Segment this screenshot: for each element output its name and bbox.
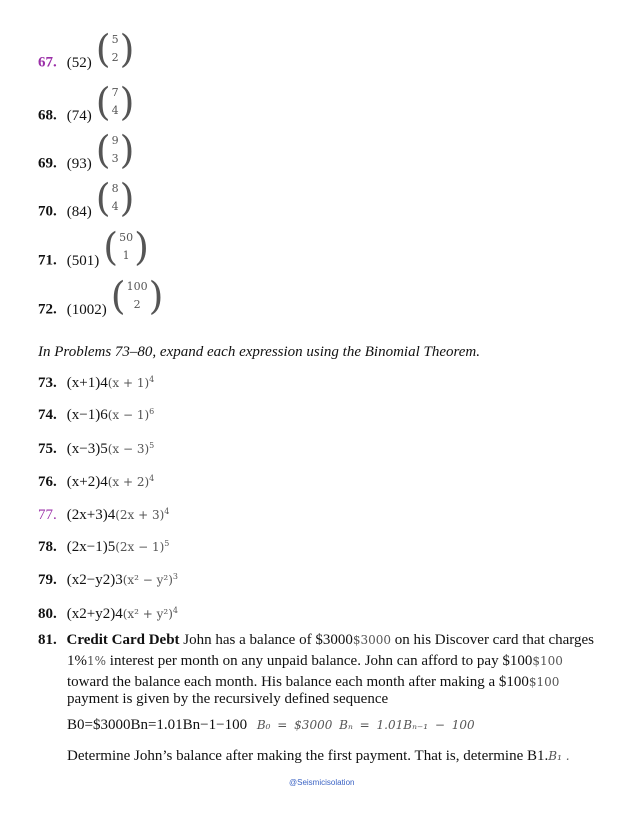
- problem-80: [38, 605, 178, 623]
- math-base: (2x + 3): [115, 508, 165, 522]
- math-expression: [108, 442, 155, 456]
- problem-81-line-2: [67, 651, 563, 672]
- problem-text: toward the balance each month. His balance each month after making a $100: [67, 674, 529, 690]
- problem-number: 71.: [38, 252, 57, 269]
- problem-text: (x+2)4: [66, 474, 108, 490]
- binomial-coefficient: ( 5 2 ): [95, 27, 135, 71]
- problem-text: (x−1)6: [66, 407, 108, 423]
- problem-78: [38, 538, 169, 556]
- problem-text: (74): [66, 107, 92, 124]
- problem-text: payment is given by the recursively defined sequence: [67, 691, 389, 707]
- binom-bottom: 4: [111, 104, 119, 117]
- problem-number: 70.: [38, 203, 57, 220]
- math-expression: B₁ .: [548, 749, 570, 763]
- binomial-coefficient: ( 7 4 ): [95, 80, 135, 124]
- math-expression: B₀ = $3000 Bₙ = 1.01Bₙ₋₁ − 100: [256, 718, 475, 732]
- binom-top: 50: [119, 231, 134, 244]
- binom-top: 9: [111, 134, 119, 147]
- problem-text: (52): [66, 54, 92, 71]
- binom-top: 7: [111, 86, 119, 99]
- problem-number: 75.: [38, 441, 57, 457]
- math-expression: [123, 573, 178, 587]
- problem-text: (84): [66, 203, 92, 220]
- binom-bottom: 3: [111, 152, 119, 165]
- math-expression: [108, 376, 155, 390]
- math-exponent: 4: [149, 474, 155, 483]
- math-expression: [115, 540, 169, 554]
- math-expression: [108, 475, 155, 489]
- math-expression: $3000: [352, 633, 392, 647]
- problem-text: (x2−y2)3: [66, 572, 123, 588]
- math-exponent: 4: [149, 375, 155, 384]
- problem-number: 74.: [38, 407, 57, 423]
- math-expression: $100: [528, 675, 560, 689]
- problem-67: [38, 27, 135, 82]
- math-base: (x² + y²): [122, 607, 173, 621]
- problem-75: [38, 440, 154, 458]
- binomial-coefficient: ( 8 4 ): [95, 176, 135, 220]
- problem-number: 69.: [38, 155, 57, 172]
- problem-text: John has a balance of $3000: [183, 632, 353, 648]
- math-base: (x + 1): [107, 376, 150, 390]
- math-expression: [115, 508, 169, 522]
- math-exponent: 6: [149, 407, 155, 416]
- problem-81-line-4: [67, 689, 388, 710]
- problem-72: [38, 274, 164, 329]
- binom-top: 100: [126, 280, 148, 293]
- math-base: (x + 2): [107, 475, 150, 489]
- problem-77: [38, 506, 169, 524]
- problem-text: (2x−1)5: [66, 539, 116, 555]
- math-base: (2x − 1): [115, 540, 165, 554]
- problem-text: (93): [66, 155, 92, 172]
- watermark: @Seismicisolation: [289, 778, 355, 787]
- math-exponent: 5: [164, 539, 170, 548]
- problem-text: (1002): [66, 301, 107, 318]
- binom-bottom: 4: [111, 200, 119, 213]
- problem-number: 72.: [38, 301, 57, 318]
- problem-text: (501): [66, 252, 100, 269]
- problem-number: 76.: [38, 474, 57, 490]
- problem-number: 79.: [38, 572, 57, 588]
- binom-bottom: 1: [122, 249, 130, 262]
- problem-text: interest per month on any unpaid balance. John can afford to pay $100: [109, 653, 533, 669]
- binomial-coefficient: ( 9 3 ): [95, 128, 135, 172]
- instruction-text: In Problems 73–80, expand each expression using the Binomial Theorem.: [38, 344, 481, 360]
- problem-text: (x+1)4: [66, 375, 108, 391]
- math-expression: 1%: [87, 654, 107, 668]
- problem-text: B0=$3000Bn=1.01Bn−1−100: [67, 717, 248, 733]
- problem-74: [38, 406, 154, 424]
- problem-number: 78.: [38, 539, 57, 555]
- problem-71: [38, 225, 149, 280]
- problem-text: Determine John’s balance after making the first payment. That is, determine B1.: [67, 748, 549, 764]
- problem-73: [38, 374, 154, 392]
- problem-81-line-6: [67, 746, 570, 767]
- problem-number: 77.: [38, 507, 57, 523]
- math-exponent: 4: [164, 507, 170, 516]
- problem-81-line-1: [38, 630, 594, 651]
- math-base: (x² − y²): [122, 573, 173, 587]
- math-expression: $100: [532, 654, 563, 668]
- binom-top: 8: [111, 182, 119, 195]
- problem-text: (x2+y2)4: [66, 606, 123, 622]
- problem-number: 80.: [38, 606, 57, 622]
- problem-76: [38, 473, 154, 491]
- problem-number: 73.: [38, 375, 57, 391]
- math-base: (x − 1): [107, 408, 150, 422]
- problem-text: on his Discover card that charges: [394, 632, 595, 648]
- binomial-coefficient: ( 100 2 ): [110, 274, 164, 318]
- problem-text: (2x+3)4: [66, 507, 116, 523]
- problem-number: 81.: [38, 632, 57, 648]
- problem-79: [38, 571, 178, 589]
- problem-70: [38, 176, 135, 231]
- problem-text: 1%: [67, 653, 87, 669]
- binomial-coefficient: ( 50 1 ): [103, 225, 149, 269]
- math-expression: [123, 607, 178, 621]
- math-exponent: 3: [172, 572, 179, 581]
- problem-title: Credit Card Debt: [66, 632, 180, 648]
- problem-number: 68.: [38, 107, 57, 124]
- binom-bottom: 2: [111, 51, 119, 64]
- problem-81-sequence: [67, 715, 475, 736]
- problem-number: 67.: [38, 54, 57, 71]
- math-exponent: 5: [149, 441, 155, 450]
- binom-bottom: 2: [133, 298, 141, 311]
- math-expression: [108, 408, 155, 422]
- math-base: (x − 3): [107, 442, 150, 456]
- binom-top: 5: [111, 33, 119, 46]
- math-exponent: 4: [172, 606, 179, 615]
- problem-text: (x−3)5: [66, 441, 108, 457]
